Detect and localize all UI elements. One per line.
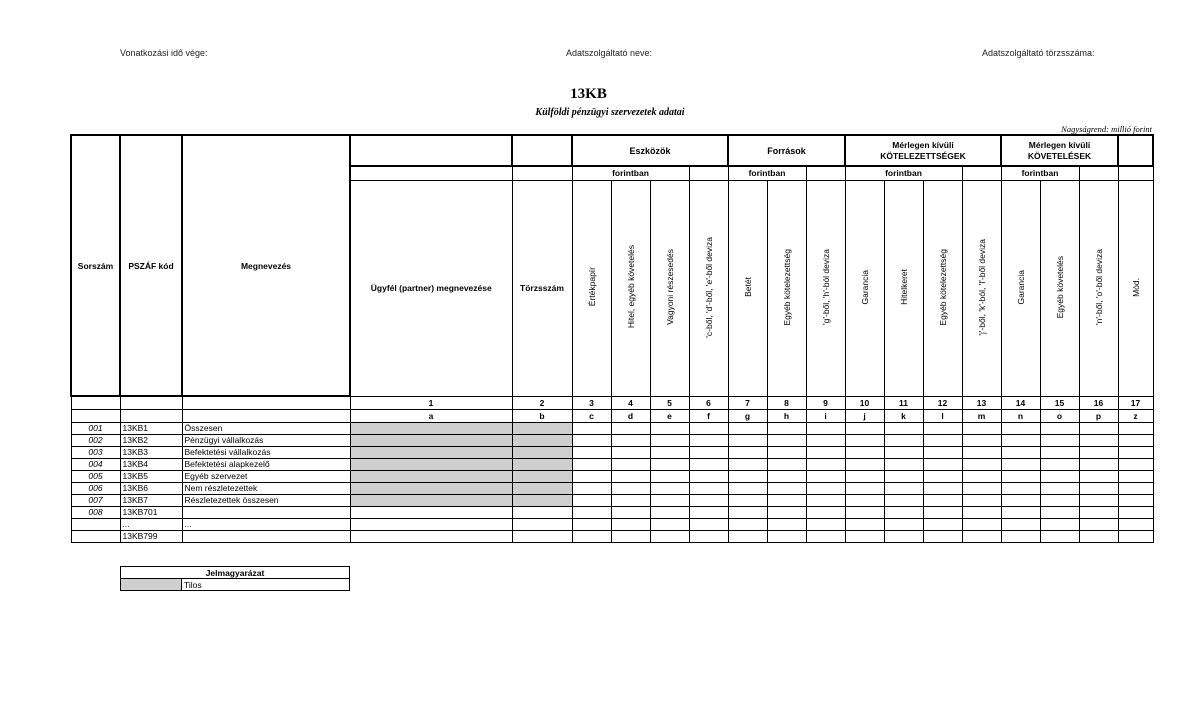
id-cell[interactable] [512, 422, 572, 434]
value-cell[interactable] [572, 422, 611, 434]
row-number: 001 [71, 422, 120, 434]
value-cell[interactable] [1040, 530, 1079, 542]
provider-name-label: Adatszolgáltató neve: [566, 48, 653, 58]
value-cell[interactable] [806, 422, 845, 434]
value-cell[interactable] [650, 470, 689, 482]
value-cell[interactable] [767, 506, 806, 518]
row-number: 004 [71, 458, 120, 470]
row-name: Nem részletezettek [182, 482, 350, 494]
provider-id-label: Adatszolgáltató törzsszáma: [982, 48, 1095, 58]
header-blank [689, 166, 728, 180]
id-cell[interactable] [512, 482, 572, 494]
value-cell[interactable] [728, 470, 767, 482]
value-cell[interactable] [650, 434, 689, 446]
column-letter: h [767, 409, 806, 422]
table-row [71, 494, 1153, 506]
value-cell[interactable] [1040, 470, 1079, 482]
header-blank [350, 166, 512, 180]
value-cell[interactable] [689, 518, 728, 530]
value-cell[interactable] [767, 470, 806, 482]
row-number: 003 [71, 446, 120, 458]
column-number: 17 [1118, 396, 1153, 409]
value-cell[interactable] [611, 518, 650, 530]
col-garancia: Garancia [859, 269, 870, 305]
legend-table [120, 566, 350, 591]
column-number: 10 [845, 396, 884, 409]
value-cell[interactable] [611, 422, 650, 434]
value-cell[interactable] [1118, 494, 1153, 506]
value-cell[interactable] [1001, 458, 1040, 470]
blank-cell [71, 396, 120, 409]
value-cell[interactable] [1118, 482, 1153, 494]
value-cell[interactable] [611, 530, 650, 542]
header-megnevezes: Megnevezés [182, 135, 350, 396]
column-number: 13 [962, 396, 1001, 409]
value-cell[interactable] [728, 482, 767, 494]
value-cell[interactable] [728, 494, 767, 506]
value-cell[interactable] [1040, 518, 1079, 530]
value-cell[interactable] [611, 470, 650, 482]
value-cell[interactable] [923, 446, 962, 458]
value-cell[interactable] [1001, 434, 1040, 446]
value-cell[interactable] [767, 494, 806, 506]
partner-cell[interactable] [350, 434, 512, 446]
row-code: 13KB1 [120, 422, 182, 434]
partner-cell[interactable] [350, 482, 512, 494]
column-letter: l [923, 409, 962, 422]
value-cell[interactable] [845, 506, 884, 518]
blank-cell [182, 409, 350, 422]
value-cell[interactable] [572, 530, 611, 542]
value-cell[interactable] [572, 434, 611, 446]
value-cell[interactable] [767, 458, 806, 470]
row-name: Befektetési vállalkozás [182, 446, 350, 458]
value-cell[interactable] [806, 518, 845, 530]
value-cell[interactable] [1079, 530, 1118, 542]
id-cell[interactable] [512, 494, 572, 506]
column-letter: o [1040, 409, 1079, 422]
value-cell[interactable] [689, 494, 728, 506]
table-row [71, 518, 1153, 530]
column-letter: i [806, 409, 845, 422]
col-deviza-no: 'n'-ből, 'o'-ből deviza [1093, 249, 1104, 325]
col-egyeb-kot-2: Egyéb kötelezettség [937, 248, 948, 326]
value-cell[interactable] [611, 506, 650, 518]
column-number: 6 [689, 396, 728, 409]
table-row [71, 482, 1153, 494]
value-cell[interactable] [650, 518, 689, 530]
value-cell[interactable] [806, 494, 845, 506]
row-name: Befektetési alapkezelő [182, 458, 350, 470]
id-cell[interactable] [512, 446, 572, 458]
value-cell[interactable] [1118, 470, 1153, 482]
value-cell[interactable] [728, 434, 767, 446]
value-cell[interactable] [1079, 494, 1118, 506]
value-cell[interactable] [845, 482, 884, 494]
value-cell[interactable] [845, 470, 884, 482]
value-cell[interactable] [572, 470, 611, 482]
column-letter: n [1001, 409, 1040, 422]
value-cell[interactable] [689, 446, 728, 458]
col-egyeb-kov: Egyéb követelés [1054, 255, 1065, 319]
column-letter: f [689, 409, 728, 422]
row-code: 13KB701 [120, 506, 182, 518]
value-cell[interactable] [1040, 434, 1079, 446]
page-subtitle: Külföldi pénzügyi szervezetek adatai [535, 107, 685, 118]
value-cell[interactable] [1040, 446, 1079, 458]
row-number [71, 518, 120, 530]
value-cell[interactable] [884, 494, 923, 506]
value-cell[interactable] [884, 506, 923, 518]
partner-cell[interactable] [350, 494, 512, 506]
value-cell[interactable] [884, 446, 923, 458]
id-cell[interactable] [512, 530, 572, 542]
value-cell[interactable] [962, 494, 1001, 506]
value-cell[interactable] [728, 518, 767, 530]
value-cell[interactable] [1079, 518, 1118, 530]
row-code: 13KB799 [120, 530, 182, 542]
value-cell[interactable] [1001, 518, 1040, 530]
row-name: Egyéb szervezet [182, 470, 350, 482]
header-forintban: forintban [845, 166, 962, 180]
partner-cell[interactable] [350, 506, 512, 518]
value-cell[interactable] [962, 470, 1001, 482]
id-cell[interactable] [512, 434, 572, 446]
header-forintban: forintban [1001, 166, 1079, 180]
value-cell[interactable] [1001, 494, 1040, 506]
col-betet: Betét [742, 277, 753, 297]
value-cell[interactable] [1040, 494, 1079, 506]
value-cell[interactable] [1118, 422, 1153, 434]
value-cell[interactable] [806, 470, 845, 482]
column-number: 16 [1079, 396, 1118, 409]
value-cell[interactable] [962, 530, 1001, 542]
value-cell[interactable] [572, 518, 611, 530]
value-cell[interactable] [767, 446, 806, 458]
header-blank [1118, 135, 1153, 166]
value-cell[interactable] [806, 482, 845, 494]
value-cell[interactable] [1001, 470, 1040, 482]
header-forintban: forintban [728, 166, 806, 180]
value-cell[interactable] [884, 434, 923, 446]
col-deviza-gh: 'g'-ből, 'h'-ból deviza [820, 249, 831, 325]
table-row [71, 446, 1153, 458]
column-number: 14 [1001, 396, 1040, 409]
value-cell[interactable] [923, 506, 962, 518]
value-cell[interactable] [767, 518, 806, 530]
column-number: 15 [1040, 396, 1079, 409]
column-number: 9 [806, 396, 845, 409]
row-name [182, 506, 350, 518]
partner-cell[interactable] [350, 470, 512, 482]
partner-cell[interactable] [350, 518, 512, 530]
col-garancia-2: Garancia [1015, 269, 1026, 305]
value-cell[interactable] [1001, 422, 1040, 434]
row-name [182, 530, 350, 542]
value-cell[interactable] [845, 530, 884, 542]
column-letter: k [884, 409, 923, 422]
value-cell[interactable] [689, 506, 728, 518]
value-cell[interactable] [845, 458, 884, 470]
header-blank [512, 166, 572, 180]
header-blank [1118, 166, 1153, 180]
row-code: 13KB7 [120, 494, 182, 506]
header-torzsszam: Törzsszám [512, 180, 572, 396]
row-code: 13KB6 [120, 482, 182, 494]
value-cell[interactable] [962, 446, 1001, 458]
row-code: 13KB2 [120, 434, 182, 446]
value-cell[interactable] [923, 530, 962, 542]
value-cell[interactable] [611, 458, 650, 470]
value-cell[interactable] [1079, 458, 1118, 470]
value-cell[interactable] [650, 458, 689, 470]
row-code: 13KB4 [120, 458, 182, 470]
value-cell[interactable] [884, 518, 923, 530]
value-cell[interactable] [650, 422, 689, 434]
value-cell[interactable] [845, 434, 884, 446]
value-cell[interactable] [845, 422, 884, 434]
row-name: Részletezettek összesen [182, 494, 350, 506]
value-cell[interactable] [767, 422, 806, 434]
value-cell[interactable] [806, 434, 845, 446]
value-cell[interactable] [845, 446, 884, 458]
column-letter: a [350, 409, 512, 422]
value-cell[interactable] [1118, 518, 1153, 530]
column-letter: e [650, 409, 689, 422]
value-cell[interactable] [806, 506, 845, 518]
value-cell[interactable] [1079, 446, 1118, 458]
value-cell[interactable] [884, 530, 923, 542]
row-name: Pénzügyi vállalkozás [182, 434, 350, 446]
value-cell[interactable] [572, 482, 611, 494]
table-row [71, 470, 1153, 482]
row-number: 008 [71, 506, 120, 518]
column-number: 8 [767, 396, 806, 409]
legend-title: Jelmagyarázat [121, 567, 350, 579]
row-number: 006 [71, 482, 120, 494]
value-cell[interactable] [728, 530, 767, 542]
header-forrasok: Források [728, 135, 845, 166]
col-deviza-cde: 'c-ből, 'd'-ből, 'e'-ből deviza [703, 236, 714, 338]
value-cell[interactable] [1040, 506, 1079, 518]
value-cell[interactable] [572, 506, 611, 518]
partner-cell[interactable] [350, 530, 512, 542]
partner-cell[interactable] [350, 446, 512, 458]
value-cell[interactable] [689, 482, 728, 494]
header-pszaf-code: PSZÁF kód [120, 135, 182, 396]
header-blank [512, 135, 572, 166]
legend-swatch [121, 579, 182, 591]
value-cell[interactable] [650, 494, 689, 506]
column-letter: z [1118, 409, 1153, 422]
header-blank [962, 166, 1001, 180]
header-forintban: forintban [572, 166, 689, 180]
value-cell[interactable] [689, 530, 728, 542]
value-cell[interactable] [845, 494, 884, 506]
value-cell[interactable] [1079, 506, 1118, 518]
header-eszkozok: Eszközök [572, 135, 728, 166]
id-cell[interactable] [512, 518, 572, 530]
header-kotelezettsegek: Mérlegen kívüli KÖTELEZETTSÉGEK [845, 135, 1001, 166]
value-cell[interactable] [728, 506, 767, 518]
value-cell[interactable] [923, 458, 962, 470]
column-number: 5 [650, 396, 689, 409]
value-cell[interactable] [728, 458, 767, 470]
table-row [71, 530, 1153, 542]
value-cell[interactable] [650, 446, 689, 458]
header-sorszam: Sorszám [71, 135, 120, 396]
blank-cell [71, 409, 120, 422]
column-number: 3 [572, 396, 611, 409]
value-cell[interactable] [611, 446, 650, 458]
column-letter: g [728, 409, 767, 422]
value-cell[interactable] [923, 518, 962, 530]
column-number: 12 [923, 396, 962, 409]
col-hitelkeret: Hitelkeret [898, 269, 909, 305]
value-cell[interactable] [767, 530, 806, 542]
period-end-label: Vonatkozási idő vége: [120, 48, 208, 58]
value-cell[interactable] [1040, 482, 1079, 494]
value-cell[interactable] [689, 434, 728, 446]
value-cell[interactable] [884, 470, 923, 482]
value-cell[interactable] [923, 470, 962, 482]
value-cell[interactable] [1040, 422, 1079, 434]
value-cell[interactable] [923, 482, 962, 494]
value-cell[interactable] [962, 422, 1001, 434]
value-cell[interactable] [962, 434, 1001, 446]
column-letter: c [572, 409, 611, 422]
value-cell[interactable] [1001, 482, 1040, 494]
value-cell[interactable] [1079, 470, 1118, 482]
table-row [71, 458, 1153, 470]
value-cell[interactable] [650, 530, 689, 542]
value-cell[interactable] [689, 422, 728, 434]
value-cell[interactable] [806, 530, 845, 542]
partner-cell[interactable] [350, 422, 512, 434]
blank-cell [120, 396, 182, 409]
col-mod: Mód. [1130, 277, 1141, 297]
blank-cell [182, 396, 350, 409]
id-cell[interactable] [512, 458, 572, 470]
row-name: ... [182, 518, 350, 530]
value-cell[interactable] [728, 422, 767, 434]
value-cell[interactable] [611, 494, 650, 506]
value-cell[interactable] [1040, 458, 1079, 470]
report-table [70, 134, 1154, 543]
value-cell[interactable] [650, 506, 689, 518]
value-cell[interactable] [1079, 482, 1118, 494]
column-letter: p [1079, 409, 1118, 422]
column-number: 1 [350, 396, 512, 409]
header-blank [350, 135, 512, 166]
page-title: 13KB [570, 86, 607, 102]
value-cell[interactable] [689, 470, 728, 482]
legend-item: Tilos [182, 579, 350, 591]
unit-note: Nagyságrend: millió forint [1061, 124, 1152, 134]
column-letter: d [611, 409, 650, 422]
value-cell[interactable] [923, 494, 962, 506]
header-blank [1079, 166, 1118, 180]
header-ugyfel: Ügyfél (partner) megnevezése [350, 180, 512, 396]
value-cell[interactable] [962, 482, 1001, 494]
table-row [71, 506, 1153, 518]
value-cell[interactable] [923, 434, 962, 446]
value-cell[interactable] [1079, 422, 1118, 434]
header-blank [806, 166, 845, 180]
header-kovetelesek: Mérlegen kívüli KÖVETELÉSEK [1001, 135, 1118, 166]
column-number: 4 [611, 396, 650, 409]
value-cell[interactable] [845, 518, 884, 530]
row-number: 007 [71, 494, 120, 506]
value-cell[interactable] [1001, 506, 1040, 518]
row-code: 13KB3 [120, 446, 182, 458]
value-cell[interactable] [884, 482, 923, 494]
col-ertekpapir: Értékpapír [586, 267, 597, 307]
row-number [71, 530, 120, 542]
value-cell[interactable] [806, 446, 845, 458]
value-cell[interactable] [884, 422, 923, 434]
partner-cell[interactable] [350, 458, 512, 470]
row-name: Összesen [182, 422, 350, 434]
value-cell[interactable] [650, 482, 689, 494]
value-cell[interactable] [1118, 446, 1153, 458]
value-cell[interactable] [1118, 458, 1153, 470]
value-cell[interactable] [689, 458, 728, 470]
col-vagyoni: Vagyoni részesedés [664, 249, 675, 325]
value-cell[interactable] [1118, 530, 1153, 542]
col-hitel: Hitel, egyéb követelés [625, 245, 636, 329]
value-cell[interactable] [611, 482, 650, 494]
value-cell[interactable] [767, 434, 806, 446]
value-cell[interactable] [572, 494, 611, 506]
value-cell[interactable] [728, 446, 767, 458]
col-deviza-jkl: 'j'-ből, 'k'-ból, 'l'-ből deviza [976, 238, 987, 336]
row-number: 002 [71, 434, 120, 446]
table-row [71, 422, 1153, 434]
value-cell[interactable] [572, 446, 611, 458]
value-cell[interactable] [962, 518, 1001, 530]
value-cell[interactable] [767, 482, 806, 494]
value-cell[interactable] [806, 458, 845, 470]
value-cell[interactable] [1118, 434, 1153, 446]
row-code: ... [120, 518, 182, 530]
value-cell[interactable] [962, 458, 1001, 470]
value-cell[interactable] [962, 506, 1001, 518]
row-code: 13KB5 [120, 470, 182, 482]
blank-cell [120, 409, 182, 422]
col-egyeb-kot: Egyéb kötelezettség [781, 248, 792, 326]
id-cell[interactable] [512, 506, 572, 518]
value-cell[interactable] [923, 422, 962, 434]
column-number: 11 [884, 396, 923, 409]
column-number: 7 [728, 396, 767, 409]
value-cell[interactable] [611, 434, 650, 446]
value-cell[interactable] [1001, 446, 1040, 458]
id-cell[interactable] [512, 470, 572, 482]
column-number: 2 [512, 396, 572, 409]
row-number: 005 [71, 470, 120, 482]
column-letter: j [845, 409, 884, 422]
column-letter: m [962, 409, 1001, 422]
table-row [71, 434, 1153, 446]
value-cell[interactable] [1001, 530, 1040, 542]
value-cell[interactable] [1118, 506, 1153, 518]
value-cell[interactable] [1079, 434, 1118, 446]
value-cell[interactable] [884, 458, 923, 470]
column-letter: b [512, 409, 572, 422]
value-cell[interactable] [572, 458, 611, 470]
